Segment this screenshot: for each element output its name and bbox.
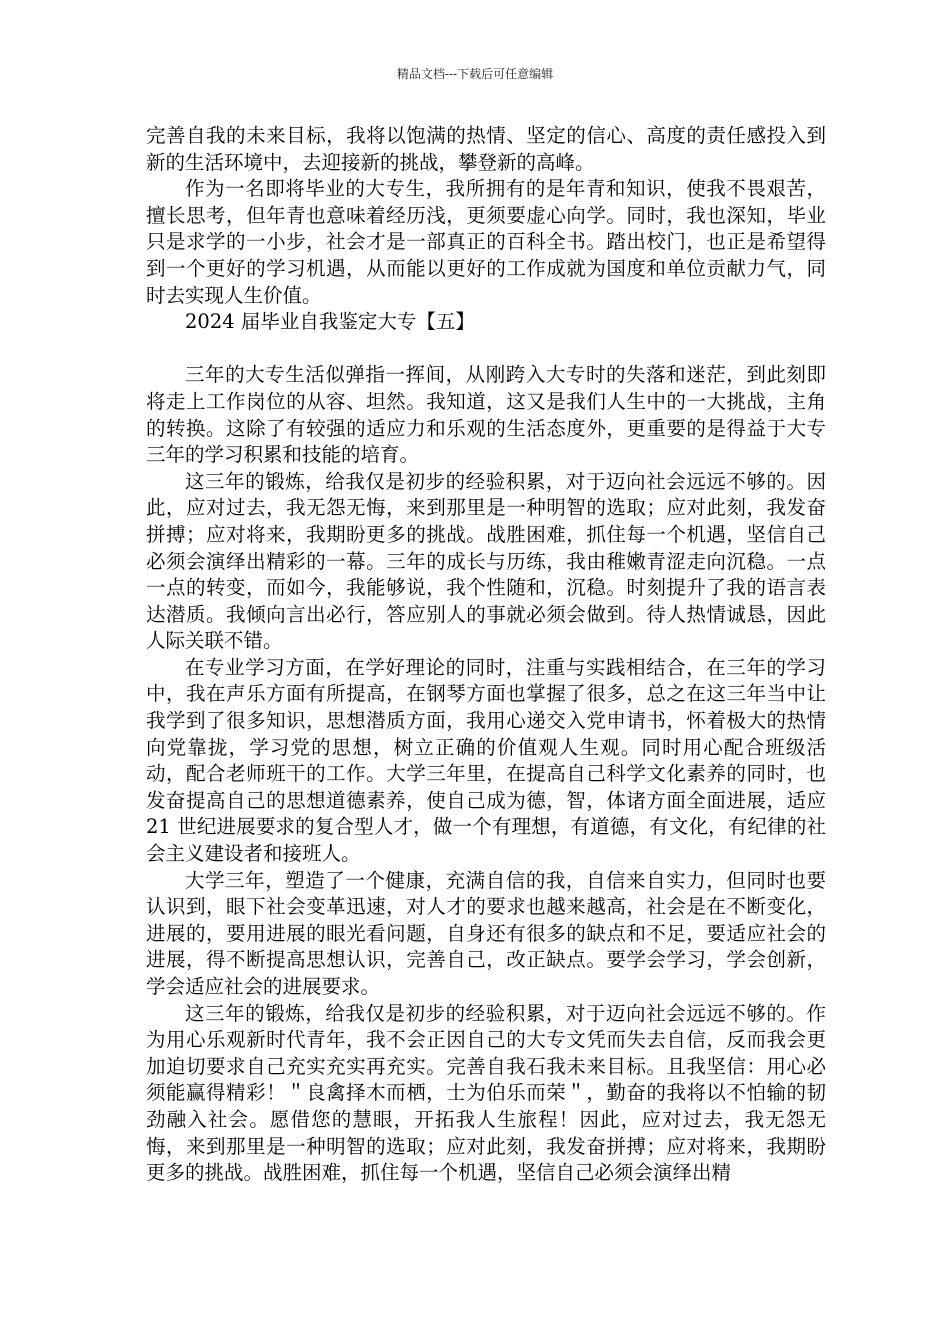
blank-line (146, 336, 826, 363)
paragraph: 三年的大专生活似弹指一挥间，从刚跨入大专时的失落和迷茫，到此刻即将走上工作岗位的从容、坦然。我知道，这又是我们人生中的一大挑战，主角的转换。这除了有较强的适应力和乐观的生活态度外，更重要的是得益于大专三年的学习积累和技能的培育。 (146, 363, 826, 467)
document-body (146, 123, 826, 1187)
page-header: 精品文档---下载后可任意编辑 (396, 67, 554, 81)
paragraph: 这三年的锻炼，给我仅是初步的经验积累，对于迈向社会远远不够的。因此，应对过去，我无怨无悔，来到那里是一种明智的选取；应对此刻，我发奋拼搏；应对将来，我期盼更多的挑战。战胜困难，抓住每一个机遇，坚信自己必须会演绎出精彩的一幕。三年的成长与历练，我由稚嫩青涩走向沉稳。一点一点的转变，而如今，我能够说，我个性随和，沉稳。时刻提升了我的语言表达潜质。我倾向言出必行，答应别人的事就必须会做到。待人热情诚恳，因此人际关联不错。 (146, 469, 826, 653)
section-heading: 2024 届毕业自我鉴定大专【五】 (185, 310, 475, 334)
paragraph: 在专业学习方面，在学好理论的同时，注重与实践相结合，在三年的学习中，我在声乐方面有所提高，在钢琴方面也掌握了很多，总之在这三年当中让我学到了很多知识，思想潜质方面，我用心递交入党申请书，怀着极大的热情向党靠拢，学习党的思想，树立正确的价值观人生观。同时用心配合班级活动，配合老师班干的工作。大学三年里，在提高自己科学文化素养的同时，也发奋提高自己的思想道德素养，使自己成为德，智，体诸方面全面进展，适应 21 世纪进展要求的复合型人才，做一个有理想，有道德，有文化，有纪律的社会主义建设者和接班人。 (146, 655, 826, 866)
paragraph: 这三年的锻炼，给我仅是初步的经验积累，对于迈向社会远远不够的。作为用心乐观新时代青年，我不会正因自己的大专文凭而失去自信，反而我会更加迫切要求自己充实充实再充实。完善自我石我未来目标。且我坚信：用心必须能赢得精彩！＂良禽择木而栖，士为伯乐而荣＂，勤奋的我将以不怕输的韧劲融入社会。愿借您的慧眼，开拓我人生旅程！因此，应对过去，我无怨无悔，来到那里是一种明智的选取；应对此刻，我发奋拼搏；应对将来，我期盼更多的挑战。战胜困难，抓住每一个机遇，坚信自己必须会演绎出精 (146, 1001, 826, 1185)
paragraph: 作为一名即将毕业的大专生，我所拥有的是年青和知识，使我不畏艰苦，擅长思考，但年青也意味着经历浅，更须要虚心向学。同时，我也深知，毕业只是求学的一小步，社会才是一部真正的百科全书。踏出校门，也正是希望得到一个更好的学习机遇，从而能以更好的工作成就为国度和单位贡献力气，同时去实现人生价值。 (146, 177, 826, 307)
paragraph-continuation: 完善自我的未来目标，我将以饱满的热情、坚定的信心、高度的责任感投入到新的生活环境中，去迎接新的挑战，攀登新的高峰。 (146, 124, 826, 174)
paragraph: 大学三年，塑造了一个健康，充满自信的我，自信来自实力，但同时也要认识到，眼下社会变革迅速，对人才的要求也越来越高，社会是在不断变化，进展的，要用进展的眼光看问题，自身还有很多的缺点和不足，要适应社会的进展，得不断提高思想认识，完善自己，改正缺点。要学会学习，学会创新，学会适应社会的进展要求。 (146, 868, 826, 998)
